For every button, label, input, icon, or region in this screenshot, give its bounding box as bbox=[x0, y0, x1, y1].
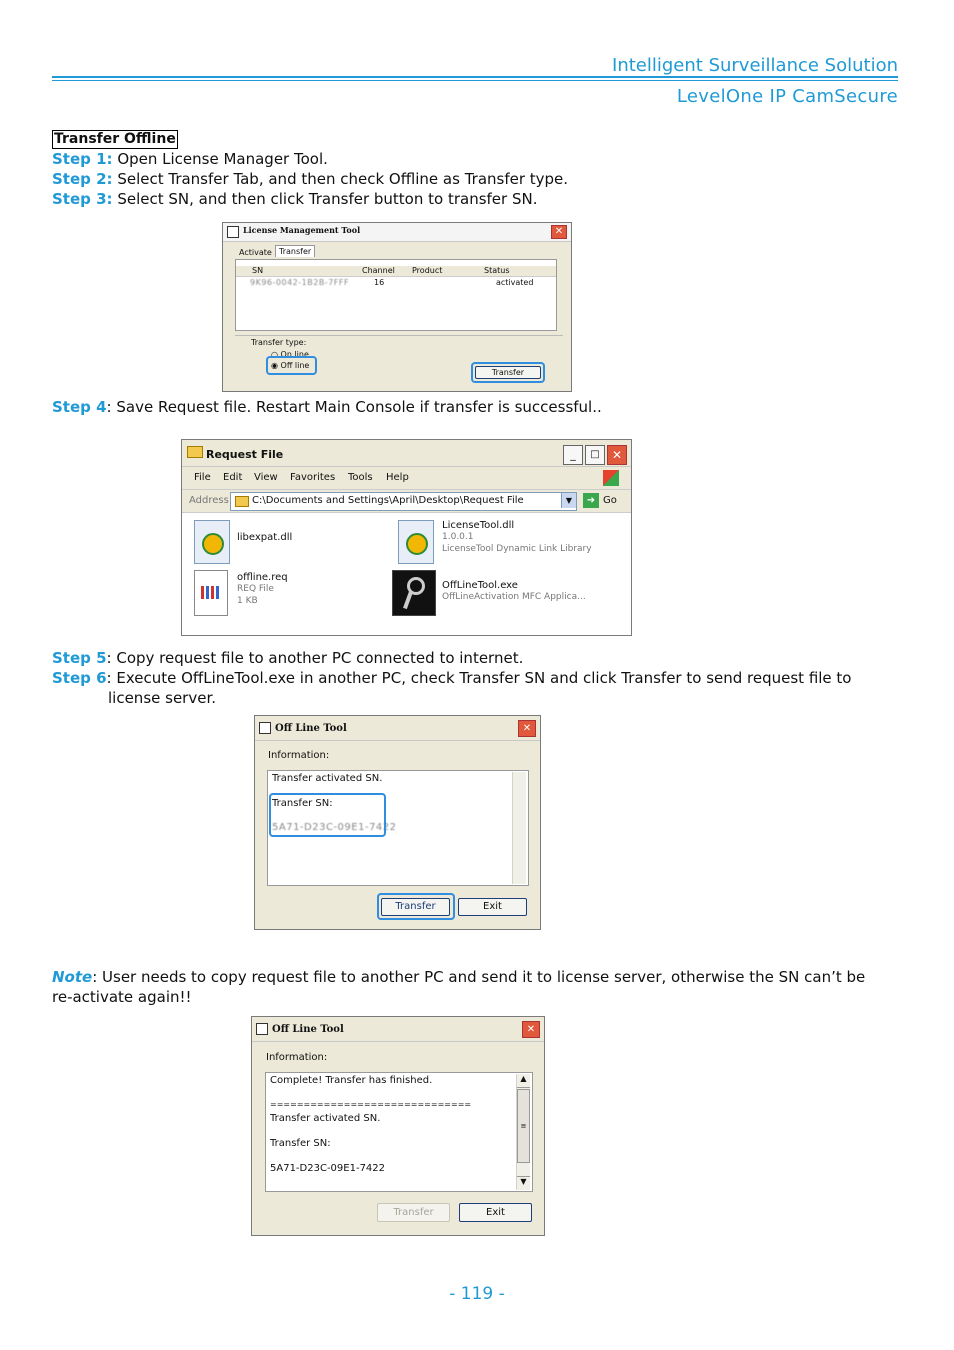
information-label: Information: bbox=[268, 750, 330, 761]
header-rule bbox=[52, 76, 898, 78]
row-status: activated bbox=[496, 278, 534, 287]
folder-icon bbox=[235, 496, 249, 507]
radio-online[interactable]: ○ On line bbox=[271, 350, 309, 359]
step-text: : Save Request file. Restart Main Console if transfer is successful.. bbox=[106, 398, 602, 416]
row-channel: 16 bbox=[374, 278, 385, 287]
exit-button[interactable]: Exit bbox=[458, 898, 527, 916]
window-title: Off Line Tool bbox=[275, 723, 347, 734]
file-item-offlinetool[interactable] bbox=[392, 570, 622, 618]
app-icon bbox=[259, 722, 271, 734]
file-name: OffLineTool.exe bbox=[442, 580, 518, 591]
app-icon bbox=[256, 1023, 268, 1035]
address-value: C:\Documents and Settings\April\Desktop\Request File bbox=[252, 495, 524, 506]
info-line: Transfer activated SN. bbox=[270, 1113, 381, 1124]
go-arrow-icon[interactable]: ➜ bbox=[583, 493, 599, 508]
scroll-down-icon[interactable]: ▼ bbox=[517, 1176, 530, 1190]
address-bar bbox=[182, 490, 631, 513]
file-type: REQ File bbox=[237, 584, 274, 594]
dll-icon bbox=[398, 520, 434, 564]
header-title: Intelligent Surveillance Solution bbox=[612, 55, 898, 76]
transfer-highlight bbox=[377, 893, 455, 920]
close-icon[interactable]: ✕ bbox=[518, 720, 536, 737]
step-label: Step 4 bbox=[52, 398, 107, 416]
exit-button[interactable]: Exit bbox=[459, 1203, 532, 1222]
step-label: Step 5 bbox=[52, 649, 107, 667]
file-name: offline.req bbox=[237, 572, 288, 583]
note bbox=[52, 967, 865, 987]
transfer-button[interactable]: Transfer bbox=[381, 898, 450, 916]
close-icon[interactable]: ✕ bbox=[522, 1021, 540, 1038]
sn-list[interactable] bbox=[235, 259, 557, 331]
column-channel: Channel bbox=[362, 266, 395, 275]
tab-activate[interactable]: Activate bbox=[239, 248, 272, 257]
step-3 bbox=[52, 189, 537, 209]
radio-offline[interactable]: ◉ Off line bbox=[271, 361, 310, 370]
info-sn: 5A71-D23C-09E1-7422 bbox=[270, 1163, 386, 1174]
folder-icon bbox=[187, 446, 203, 458]
scroll-up-icon[interactable]: ▲ bbox=[517, 1074, 530, 1088]
column-sn: SN bbox=[252, 266, 264, 275]
file-description: OffLineActivation MFC Applica... bbox=[442, 592, 586, 602]
step-text: : Copy request file to another PC connected to internet. bbox=[106, 649, 524, 667]
file-description: LicenseTool Dynamic Link Library bbox=[442, 544, 592, 554]
step-text: : Execute OffLineTool.exe in another PC, check Transfer SN and click Transfer to send request file to bbox=[106, 669, 852, 687]
transfer-highlight bbox=[471, 362, 545, 383]
file-name: libexpat.dll bbox=[237, 532, 293, 543]
page-number: - 119 - bbox=[449, 1284, 505, 1304]
transfer-button[interactable]: Transfer bbox=[475, 366, 541, 379]
scrollbar[interactable] bbox=[512, 772, 526, 884]
menu-file[interactable]: File bbox=[194, 472, 211, 483]
title-bar bbox=[223, 223, 571, 242]
file-name: LicenseTool.dll bbox=[442, 520, 515, 531]
address-label: Address bbox=[189, 495, 229, 506]
information-box[interactable] bbox=[265, 1072, 533, 1192]
title-bar bbox=[182, 440, 631, 467]
dll-icon bbox=[194, 520, 230, 564]
file-item-libexpat[interactable] bbox=[194, 518, 374, 566]
step-6 bbox=[52, 668, 852, 688]
file-item-offline-req[interactable] bbox=[194, 570, 374, 618]
maximize-icon[interactable]: □ bbox=[585, 445, 605, 465]
header-rule-thin bbox=[52, 80, 898, 81]
step-6-continued: license server. bbox=[108, 689, 217, 707]
step-text: Select SN, and then click Transfer button to transfer SN. bbox=[112, 190, 538, 208]
title-bar bbox=[255, 716, 540, 741]
transfer-button-disabled[interactable]: Transfer bbox=[377, 1203, 450, 1222]
license-tool-window bbox=[222, 222, 572, 392]
menu-tools[interactable]: Tools bbox=[348, 472, 373, 483]
info-line: Transfer activated SN. bbox=[272, 773, 383, 784]
step-label: Step 6 bbox=[52, 669, 107, 687]
app-icon bbox=[227, 226, 239, 238]
step-label: Step 1: bbox=[52, 150, 113, 168]
window-title: Off Line Tool bbox=[272, 1024, 344, 1035]
req-file-icon bbox=[194, 570, 228, 616]
transfer-type-label: Transfer type: bbox=[251, 338, 307, 347]
address-input[interactable] bbox=[230, 492, 577, 511]
step-label: Step 3: bbox=[52, 190, 113, 208]
step-label: Step 2: bbox=[52, 170, 113, 188]
menu-favorites[interactable]: Favorites bbox=[290, 472, 336, 483]
step-4 bbox=[52, 397, 602, 417]
offline-tool-window bbox=[254, 715, 541, 930]
key-icon bbox=[392, 570, 436, 616]
step-2 bbox=[52, 169, 568, 189]
step-text: Select Transfer Tab, and then check Offline as Transfer type. bbox=[112, 170, 569, 188]
offline-highlight bbox=[266, 356, 317, 375]
menu-view[interactable]: View bbox=[254, 472, 278, 483]
windows-logo-icon bbox=[603, 470, 619, 486]
radio-offline-label: Off line bbox=[280, 361, 310, 370]
menu-edit[interactable]: Edit bbox=[223, 472, 243, 483]
info-line: Transfer SN: bbox=[270, 1138, 331, 1149]
step-1 bbox=[52, 149, 328, 169]
info-sn: 5A71-D23C-09E1-7422 bbox=[272, 822, 397, 833]
info-line: Transfer SN: bbox=[272, 798, 333, 809]
menu-help[interactable]: Help bbox=[386, 472, 409, 483]
radio-online-label: On line bbox=[280, 350, 309, 359]
close-icon[interactable]: ✕ bbox=[607, 445, 627, 465]
minimize-icon[interactable]: _ bbox=[563, 445, 583, 465]
row-sn: 9K96-0042-1B2B-7FFF bbox=[250, 278, 350, 287]
transfer-type-group bbox=[235, 335, 563, 390]
file-size: 1 KB bbox=[237, 596, 258, 606]
title-bar bbox=[252, 1017, 544, 1042]
information-label: Information: bbox=[266, 1052, 328, 1063]
column-product: Product bbox=[412, 266, 443, 275]
scrollbar[interactable] bbox=[516, 1074, 530, 1190]
menu-bar bbox=[182, 467, 631, 490]
list-header bbox=[236, 266, 556, 277]
offline-tool-complete-window bbox=[251, 1016, 545, 1236]
window-title: License Management Tool bbox=[243, 225, 361, 235]
note-text: : User needs to copy request file to another PC and send it to license server, otherwise the SN can’t be bbox=[92, 968, 866, 986]
step-text: Open License Manager Tool. bbox=[112, 150, 328, 168]
file-item-licensetool[interactable] bbox=[398, 518, 618, 566]
window-title: Request File bbox=[206, 448, 284, 461]
section-title: Transfer Offline bbox=[54, 131, 176, 147]
chevron-down-icon[interactable]: ▼ bbox=[561, 493, 576, 508]
info-separator: ============================== bbox=[270, 1100, 472, 1109]
note-label: Note bbox=[52, 968, 93, 986]
header-subtitle: LevelOne IP CamSecure bbox=[676, 86, 898, 107]
scroll-thumb[interactable]: ≡ bbox=[517, 1089, 530, 1163]
tab-transfer[interactable]: Transfer bbox=[275, 245, 315, 257]
close-icon[interactable]: ✕ bbox=[551, 225, 567, 239]
request-file-window bbox=[181, 439, 632, 636]
column-status: Status bbox=[484, 266, 510, 275]
info-line: Complete! Transfer has finished. bbox=[270, 1075, 433, 1086]
go-button[interactable]: Go bbox=[603, 495, 617, 506]
note-continued: re-activate again!! bbox=[52, 988, 192, 1006]
file-version: 1.0.0.1 bbox=[442, 532, 474, 542]
sn-highlight bbox=[269, 793, 386, 837]
step-5 bbox=[52, 648, 523, 668]
